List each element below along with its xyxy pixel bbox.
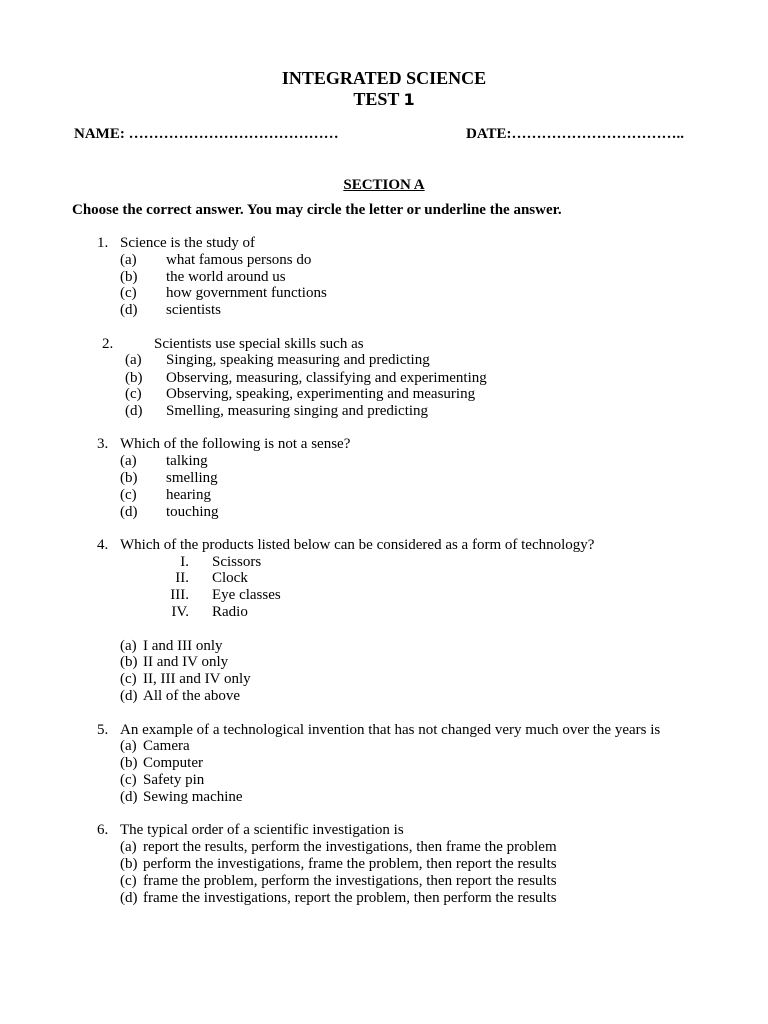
option-text: I and III only <box>143 638 223 654</box>
question-number: 1. <box>97 235 109 251</box>
option-text: what famous persons do <box>166 252 312 268</box>
option-text: Singing, speaking measuring and predicting <box>166 352 430 368</box>
option-letter: (c) <box>120 487 137 503</box>
option-text: scientists <box>166 302 221 318</box>
section-heading: SECTION A <box>343 177 425 193</box>
option-letter: (a) <box>120 453 137 469</box>
option-letter: (a) <box>120 638 137 654</box>
roman-numeral: III. <box>170 587 189 603</box>
option-letter: (b) <box>120 755 138 771</box>
option-text: II and IV only <box>143 654 229 670</box>
instructions: Choose the correct answer. You may circle the letter or underline the answer. <box>72 202 562 218</box>
option-letter: (a) <box>120 839 137 855</box>
item-text: Scissors <box>212 554 262 570</box>
option-letter: (b) <box>120 269 138 285</box>
question-number: 5. <box>97 722 109 738</box>
name-field: NAME: …………………………………… <box>74 126 339 142</box>
option-letter: (b) <box>120 654 138 670</box>
option-text: touching <box>166 504 219 520</box>
option-letter: (c) <box>120 873 137 889</box>
option-letter: (c) <box>120 772 137 788</box>
option-letter: (c) <box>125 386 142 402</box>
option-text: Computer <box>143 755 203 771</box>
option-text: All of the above <box>143 688 241 704</box>
question-text: Science is the study of <box>120 235 255 251</box>
option-text: II, III and IV only <box>143 671 251 687</box>
option-letter: (d) <box>120 890 138 906</box>
option-letter: (b) <box>120 470 138 486</box>
option-text: frame the investigations, report the problem, then perform the results <box>143 890 557 906</box>
test-number: 1 <box>403 90 415 109</box>
option-text: report the results, perform the investigations, then frame the problem <box>143 839 557 855</box>
date-field: DATE:…………………………….. <box>466 126 685 142</box>
option-text: Sewing machine <box>143 789 243 805</box>
option-letter: (d) <box>125 403 143 419</box>
question-text: An example of a technological invention that has not changed very much over the years is <box>120 722 661 738</box>
roman-numeral: I. <box>180 554 189 570</box>
question-number: 6. <box>97 822 109 838</box>
roman-numeral: IV. <box>171 604 189 620</box>
option-letter: (d) <box>120 789 138 805</box>
option-letter: (a) <box>125 352 142 368</box>
question-text: Which of the following is not a sense? <box>120 436 351 452</box>
option-text: hearing <box>166 487 211 503</box>
test-label: TEST <box>353 89 404 109</box>
item-text: Clock <box>212 570 248 586</box>
item-text: Eye classes <box>212 587 281 603</box>
option-text: Observing, measuring, classifying and experimenting <box>166 370 487 386</box>
option-text: Observing, speaking, experimenting and measuring <box>166 386 476 402</box>
option-letter: (b) <box>120 856 138 872</box>
option-letter: (c) <box>120 671 137 687</box>
option-letter: (d) <box>120 504 138 520</box>
question-number: 3. <box>97 436 109 452</box>
question-text: Which of the products listed below can be considered as a form of technology? <box>120 537 595 553</box>
roman-numeral: II. <box>175 570 189 586</box>
test-number-heading <box>0 89 768 110</box>
question-number: 4. <box>97 537 109 553</box>
option-letter: (a) <box>120 252 137 268</box>
option-letter: (d) <box>120 688 138 704</box>
option-text: perform the investigations, frame the problem, then report the results <box>143 856 557 872</box>
question-text: The typical order of a scientific investigation is <box>120 822 404 838</box>
option-text: Camera <box>143 738 190 754</box>
option-letter: (b) <box>125 370 143 386</box>
option-text: the world around us <box>166 269 286 285</box>
option-text: Smelling, measuring singing and predicting <box>166 403 429 419</box>
item-text: Radio <box>212 604 248 620</box>
option-text: how government functions <box>166 285 327 301</box>
document-title: INTEGRATED SCIENCE <box>281 68 487 88</box>
option-text: smelling <box>166 470 218 486</box>
option-text: Safety pin <box>143 772 205 788</box>
option-letter: (c) <box>120 285 137 301</box>
question-number: 2. <box>102 336 114 352</box>
option-text: frame the problem, perform the investigations, then report the results <box>143 873 557 889</box>
question-text: Scientists use special skills such as <box>154 336 364 352</box>
option-letter: (d) <box>120 302 138 318</box>
option-text: talking <box>166 453 208 469</box>
option-letter: (a) <box>120 738 137 754</box>
